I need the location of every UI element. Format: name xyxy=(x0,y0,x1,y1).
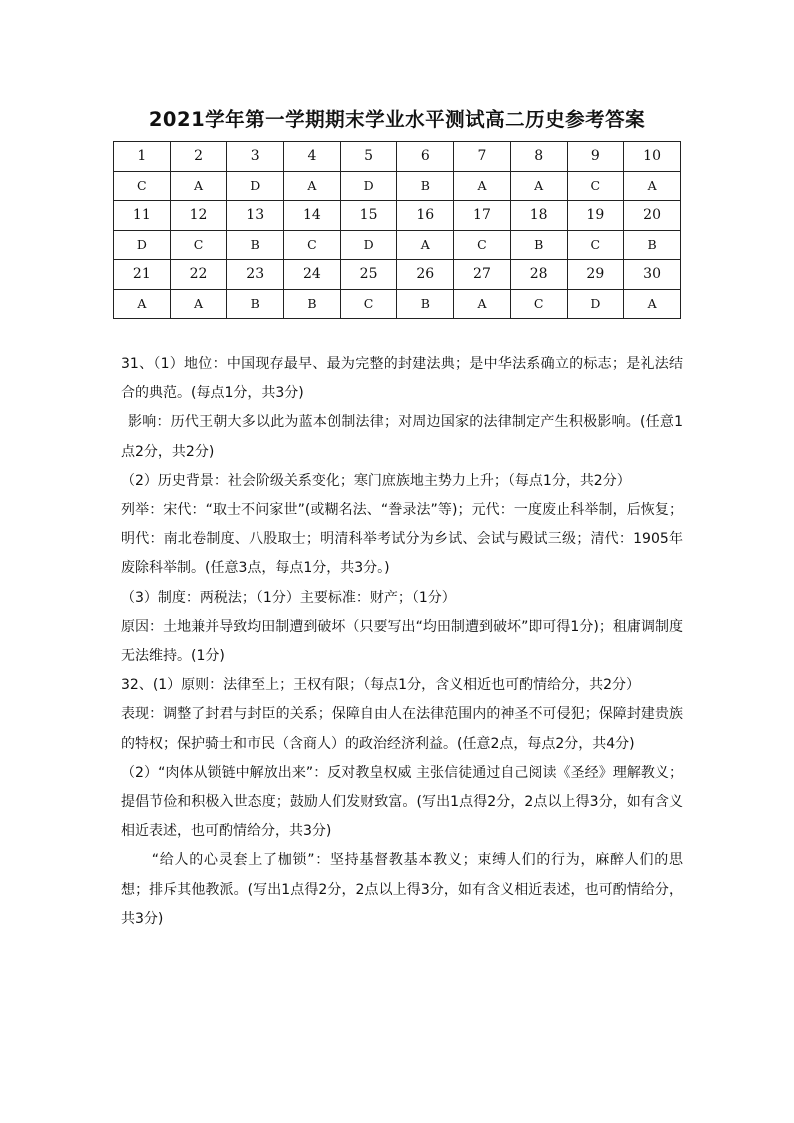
table-cell: 29 xyxy=(567,260,624,290)
table-cell: C xyxy=(340,289,397,319)
answer-row xyxy=(114,171,681,201)
table-cell: B xyxy=(510,230,567,260)
table-cell: 22 xyxy=(170,260,227,290)
answer-row xyxy=(114,230,681,260)
q31-part2-examples: 列举：宋代：“取士不问家世”(或糊名法、“誊录法”等)；元代：一度废止科举制，后恢复；明代：南北卷制度、八股取士；明清科举考试分为乡试、会试与殿试三级；清代：1905年废除科举制。(任意3点，每点1分，共3分。) xyxy=(121,502,683,577)
table-cell: A xyxy=(397,230,454,260)
question-number-row xyxy=(114,201,681,231)
table-cell: C xyxy=(114,171,171,201)
table-cell: C xyxy=(284,230,341,260)
table-cell: 1 xyxy=(114,142,171,172)
table-cell: 23 xyxy=(227,260,284,290)
table-cell: D xyxy=(227,171,284,201)
table-cell: A xyxy=(284,171,341,201)
table-cell: A xyxy=(454,289,511,319)
q31-part3-system: （3）制度：两税法；（1分）主要标准：财产；（1分） xyxy=(121,589,456,606)
table-cell: 15 xyxy=(340,201,397,231)
table-cell: B xyxy=(284,289,341,319)
table-cell: B xyxy=(227,289,284,319)
question-number-row xyxy=(114,142,681,172)
table-cell: D xyxy=(340,171,397,201)
table-cell: C xyxy=(510,289,567,319)
table-cell: 28 xyxy=(510,260,567,290)
answer-explanations xyxy=(121,350,683,934)
table-cell: 24 xyxy=(284,260,341,290)
table-cell: A xyxy=(624,171,681,201)
table-cell: 13 xyxy=(227,201,284,231)
answer-key-table xyxy=(113,141,681,319)
table-cell: C xyxy=(170,230,227,260)
q31-part1-status: 31、（1）地位：中国现存最早、最为完整的封建法典；是中华法系确立的标志；是礼法结合的典范。(每点1分，共3分) xyxy=(121,356,683,402)
table-cell: B xyxy=(624,230,681,260)
q31-part3-reason: 原因：土地兼并导致均田制遭到破坏（只要写出“均田制遭到破坏”即可得1分)；租庸调制度无法维持。(1分) xyxy=(121,618,683,665)
table-cell: 30 xyxy=(624,260,681,290)
table-cell: 20 xyxy=(624,201,681,231)
q32-part1-manifestation: 表现：调整了封君与封臣的关系；保障自由人在法律范围内的神圣不可侵犯；保障封建贵族的特权；保护骑士和市民（含商人）的政治经济利益。(任意2点，每点2分，共4分) xyxy=(121,706,683,752)
question-number-row xyxy=(114,260,681,290)
table-cell: D xyxy=(340,230,397,260)
q32-part1-principle: 32、(1）原则：法律至上；王权有限；（每点1分，含义相近也可酌情给分，共2分） xyxy=(121,677,640,694)
table-cell: A xyxy=(454,171,511,201)
table-cell: 8 xyxy=(510,142,567,172)
table-cell: 11 xyxy=(114,201,171,231)
table-cell: 17 xyxy=(454,201,511,231)
table-cell: A xyxy=(170,171,227,201)
table-cell: C xyxy=(567,230,624,260)
table-cell: A xyxy=(510,171,567,201)
table-cell: 25 xyxy=(340,260,397,290)
table-cell: 5 xyxy=(340,142,397,172)
table-cell: 12 xyxy=(170,201,227,231)
table-cell: 7 xyxy=(454,142,511,172)
table-cell: 10 xyxy=(624,142,681,172)
q32-part2-shackles: “给人的心灵套上了枷锁”：坚持基督教基本教义；束缚人们的行为，麻醉人们的思想；排斥其他教派。(写出1点得2分，2点以上得3分，如有含义相近表述，也可酌情给分，共3分) xyxy=(121,852,683,927)
answer-row xyxy=(114,289,681,319)
table-cell: 9 xyxy=(567,142,624,172)
table-cell: 2 xyxy=(170,142,227,172)
table-cell: 18 xyxy=(510,201,567,231)
table-cell: D xyxy=(567,289,624,319)
q31-part1-influence: 影响：历代王朝大多以此为蓝本创制法律；对周边国家的法律制定产生积极影响。(任意1点2分，共2分) xyxy=(121,414,683,460)
table-cell: C xyxy=(567,171,624,201)
table-cell: 27 xyxy=(454,260,511,290)
table-cell: 14 xyxy=(284,201,341,231)
table-cell: A xyxy=(170,289,227,319)
table-cell: B xyxy=(397,289,454,319)
table-cell: 19 xyxy=(567,201,624,231)
table-cell: 3 xyxy=(227,142,284,172)
table-cell: 16 xyxy=(397,201,454,231)
table-cell: 4 xyxy=(284,142,341,172)
q31-part2-background: （2）历史背景：社会阶级关系变化；寒门庶族地主势力上升；（每点1分，共2分） xyxy=(121,472,631,489)
table-cell: 21 xyxy=(114,260,171,290)
q32-part2-liberation: （2）“肉体从锁链中解放出来”：反对教皇权威 主张信徒通过自己阅读《圣经》理解教义；提倡节俭和积极入世态度；鼓励人们发财致富。(写出1点得2分，2点以上得3分，如有含义相近表述，也可酌情给分，共3分) xyxy=(121,764,683,840)
table-cell: A xyxy=(624,289,681,319)
table-cell: A xyxy=(114,289,171,319)
table-cell: C xyxy=(454,230,511,260)
table-cell: D xyxy=(114,230,171,260)
page-title: 2021学年第一学期期末学业水平测试高二历史参考答案 xyxy=(148,108,646,131)
table-cell: B xyxy=(397,171,454,201)
table-cell: 26 xyxy=(397,260,454,290)
table-cell: B xyxy=(227,230,284,260)
table-cell: 6 xyxy=(397,142,454,172)
